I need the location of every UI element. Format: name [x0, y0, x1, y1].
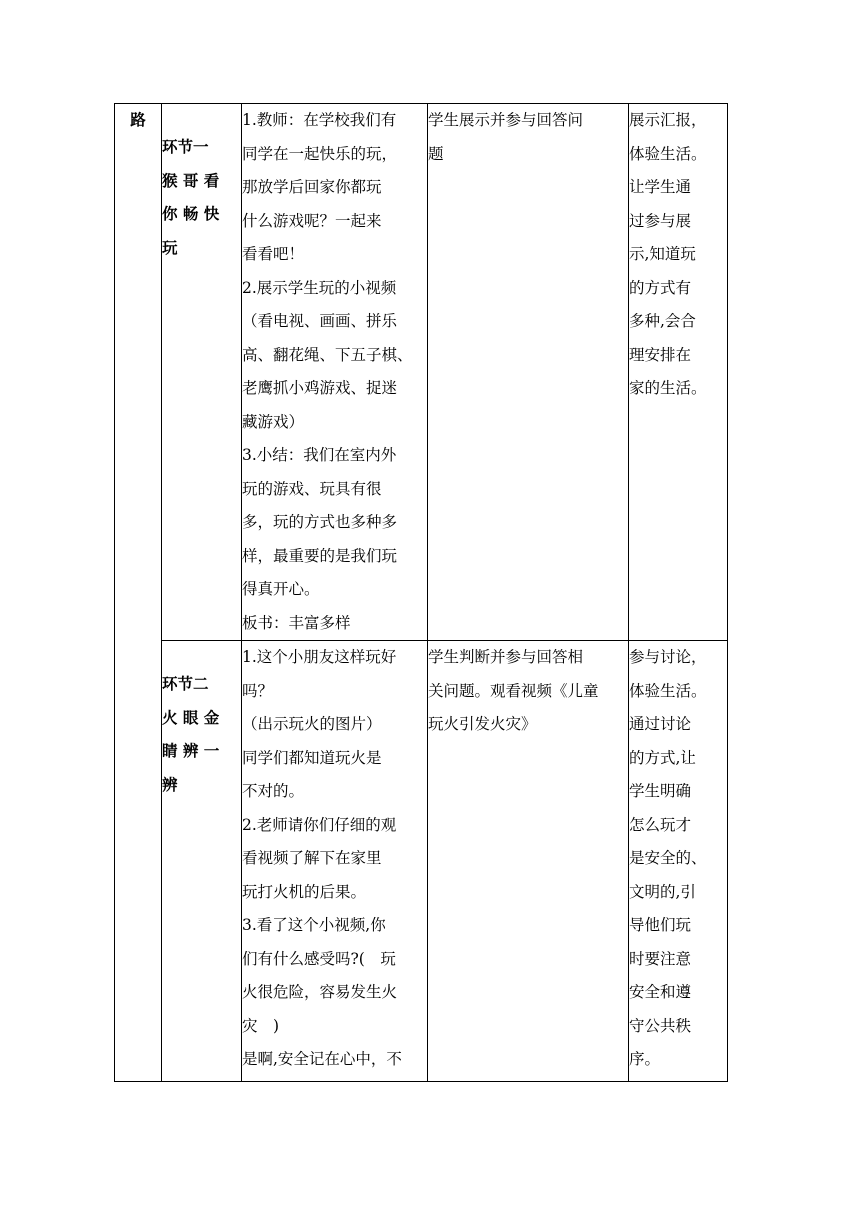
text-line: 文明的,引: [629, 882, 696, 901]
text-line: 守公共秩: [629, 1016, 692, 1035]
text-line: 学生判断并参与回答相: [428, 648, 584, 666]
text-line: 灾 ): [242, 1016, 280, 1035]
text-line: 的方式有: [629, 278, 692, 297]
stage-label: 环节二: [162, 674, 209, 693]
text-line: 看看吧！: [242, 245, 305, 263]
table-row: [115, 104, 728, 641]
text-line: 火很危险，容易发生火: [242, 983, 398, 1001]
text-line: 玩火引发火灾》: [428, 715, 537, 733]
text-line: 样，最重要的是我们玩: [242, 546, 398, 565]
text-line: （出示玩火的图片）: [242, 715, 382, 733]
stage-title-line: 猴 哥 看: [162, 170, 220, 190]
text-line: 让学生通: [629, 178, 692, 196]
text-line: 同学们都知道玩火是: [242, 748, 382, 767]
text-line: 时要注意: [629, 949, 692, 968]
text-line: 参与讨论，: [629, 648, 707, 666]
text-line: 同学在一起快乐的玩，: [242, 144, 398, 163]
stage-title-line: 你 畅 快: [162, 204, 220, 223]
text-line: 学生明确: [629, 782, 692, 800]
text-line: 2.展示学生玩的小视频: [242, 278, 397, 297]
text-line: 过参与展: [629, 211, 692, 230]
stage-label: 环节一: [162, 137, 209, 156]
text-line: 什么游戏呢？一起来: [242, 211, 382, 230]
text-line: 玩的游戏、玩具有很: [242, 479, 382, 498]
text-line: 藏游戏）: [242, 412, 305, 431]
stage-title-line: 玩: [162, 237, 178, 257]
stage-title-line: 辨: [162, 774, 178, 794]
student-activity-cell: [428, 104, 629, 641]
text-line: 的方式,让: [629, 748, 696, 767]
text-line: 那放学后回家你都玩: [242, 178, 382, 196]
design-intent-cell: [629, 641, 728, 1082]
text-line: 学生展示并参与回答问: [428, 111, 584, 129]
text-line: 2.老师请你们仔细的观: [242, 815, 397, 834]
student-activity-cell: [428, 641, 629, 1082]
text-line: 是啊,安全记在心中，不: [242, 1050, 402, 1068]
text-line: （看电视、画画、拼乐: [242, 312, 398, 330]
stage-title-line: 睛 辨 一: [162, 741, 220, 760]
text-line: 体验生活。: [629, 144, 707, 163]
section-label-cell: [115, 104, 162, 1082]
text-line: 安全和遵: [629, 983, 692, 1001]
text-line: 1.教师：在学校我们有: [242, 111, 397, 129]
section-label: 路: [130, 110, 146, 129]
text-line: 老鹰抓小鸡游戏、捉迷: [242, 379, 398, 397]
lesson-plan-table: [114, 103, 728, 1082]
stage-title-line: 火 眼 金: [162, 707, 220, 727]
text-line: 家的生活。: [629, 379, 707, 397]
text-line: 题: [428, 144, 444, 163]
text-line: 们有什么感受吗?( 玩: [242, 949, 396, 968]
text-line: 3.看了这个小视频,你: [242, 916, 386, 934]
text-line: 玩打火机的后果。: [242, 882, 367, 901]
text-line: 多种,会合: [629, 312, 696, 330]
teacher-activity-cell: [242, 104, 428, 641]
text-line: 示,知道玩: [629, 245, 696, 263]
text-line: 展示汇报，: [629, 111, 707, 129]
text-line: 不对的。: [242, 782, 305, 800]
text-line: 关问题。观看视频《儿童: [428, 681, 599, 700]
text-line: 板书：丰富多样: [242, 613, 351, 632]
text-line: 吗？: [242, 681, 274, 700]
text-line: 通过讨论: [629, 715, 692, 733]
text-line: 看视频了解下在家里: [242, 849, 382, 867]
stage-cell: [162, 104, 242, 641]
text-line: 得真开心。: [242, 580, 320, 598]
text-line: 是安全的、: [629, 849, 707, 867]
text-line: 高、翻花绳、下五子棋、: [242, 345, 413, 364]
text-line: 1.这个小朋友这样玩好: [242, 648, 397, 666]
text-line: 序。: [629, 1050, 661, 1068]
teacher-activity-cell: [242, 641, 428, 1082]
text-line: 理安排在: [629, 345, 692, 364]
text-line: 体验生活。: [629, 681, 707, 700]
text-line: 怎么玩才: [629, 815, 692, 834]
text-line: 导他们玩: [629, 916, 692, 934]
stage-cell: [162, 641, 242, 1082]
table-row: [115, 641, 728, 1082]
text-line: 多，玩的方式也多种多: [242, 513, 398, 531]
text-line: 3.小结：我们在室内外: [242, 446, 397, 464]
design-intent-cell: [629, 104, 728, 641]
